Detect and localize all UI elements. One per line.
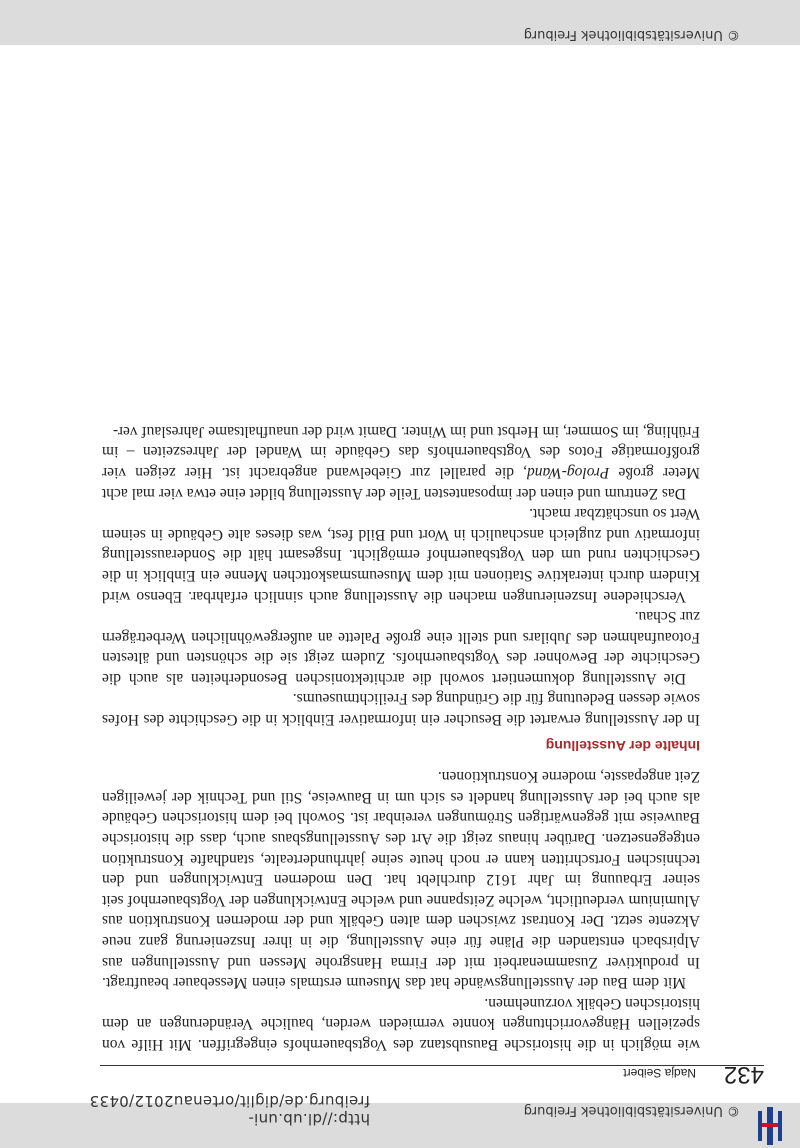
paragraph: Die Ausstellung dokumentiert sowohl die architektonischen Besonderheiten als auch die Geschichte der Bewohner des Vogtsbauernhofs. Zudem zeigt sie die schönsten und ältesten Fotoaufnahmen des Jubilars und stellt eine große Palette an außergewöhnlichen Werbeträgern zur Schau. <box>102 608 700 687</box>
copyright-text: © Universitätsbibliothek Freiburg <box>523 1103 740 1118</box>
section-heading: Inhalte der Ausstellung <box>545 737 700 754</box>
document-url[interactable]: http://dl.ub.uni-freiburg.de/diglit/ortenau2012/0433 <box>89 1092 370 1128</box>
paragraph: In der Ausstellung erwartet die Besucher ein informativer Einblick in die Geschichte des Hofes sowie dessen Bedeutung für die Gründung des Freilichtmuseums. <box>102 690 700 729</box>
bottom-bar <box>0 0 800 45</box>
page-number: 432 <box>723 1061 764 1088</box>
paragraph <box>102 420 700 502</box>
paragraph: wie möglich in die historische Bausubstanz des Vogtsbauernhofs eingegriffen. Mit Hilfe von speziellen Hängevorrichtungen konnte vermieden werden, bauliche Veränderungen an dem historischen Gebälk vorzunehmen. <box>102 994 700 1053</box>
header-rule <box>100 1065 764 1066</box>
author-name: Nadja Seibert <box>623 1066 696 1080</box>
university-logo-icon <box>750 1107 790 1145</box>
paragraph: Mit dem Bau der Ausstellungswände hat das Museum erstmals einen Messebauer beauftragt. In produktiver Zusammenarbeit mit der Firma Hansgrohe Messen und Ausstellungen aus Alpirsbach entstanden die Pläne für eine Ausstellung, die in ihrer Inszenierung ganz neue Akzente setzt. Der Kontrast zwischen dem alten Gebälk und der modernen Konstruktion aus Aluminium verdeutlicht, welche Zeitspanne und welche Entwicklungen der Vogtsbauernhof seit seiner Erbauung im Jahr 1612 durchlebt hat. Den modernen Entwicklungen und den technischen Fortschritten kann er noch heute seine jahrhundertealte, standhafte Konstruktion entgegensetzen. Darüber hinaus zeigt die Art des Ausstellungsbaus auch, dass die historische Bauweise mit gegenwärtigen Strömungen vereinbar ist. Sowohl bei dem historischen Gebäude als auch bei der Ausstellung handelt es sich um in Bauweise, Stil und Technik der jeweiligen Zeit angepasste, moderne Konstruktionen. <box>102 768 700 992</box>
paragraph-text: , die parallel zur Giebelwand angebracht ist. Hier zeigen vier großformatige Fotos des Vogtsbauernhofs das Gebäude im Wandel der Jahreszeiten – im Frühling, im Sommer, im Herbst und im Winter. Damit wird der unaufhaltsame Jahreslauf ver- <box>102 422 700 481</box>
article-body <box>102 420 700 1054</box>
copyright-text-cut: © Universitätsbibliothek Freiburg <box>523 27 740 42</box>
paragraph-text: Das Zentrum und einen der imposantesten Teile der Ausstellung bildet eine etwa vier mal acht Meter große <box>101 463 700 502</box>
paragraph: Verschiedene Inszenierungen machen die Ausstellung auch sinnlich erfahrbar. Ebenso wird Kindern durch interaktive Stationen mit dem Museumsmaskottchen Menne ein Einblick in die Geschichten rund um den Vogtsbauernhof ermöglicht. Insgesamt hält die Sonderausstellung informativ und zugleich anschaulich in Wort und Bild fest, was dieses alte Gebäude in seinem Wert so unschätzbar macht. <box>102 505 700 605</box>
top-bar <box>0 1092 800 1148</box>
emphasis-text: Prolog-Wand <box>526 463 610 481</box>
